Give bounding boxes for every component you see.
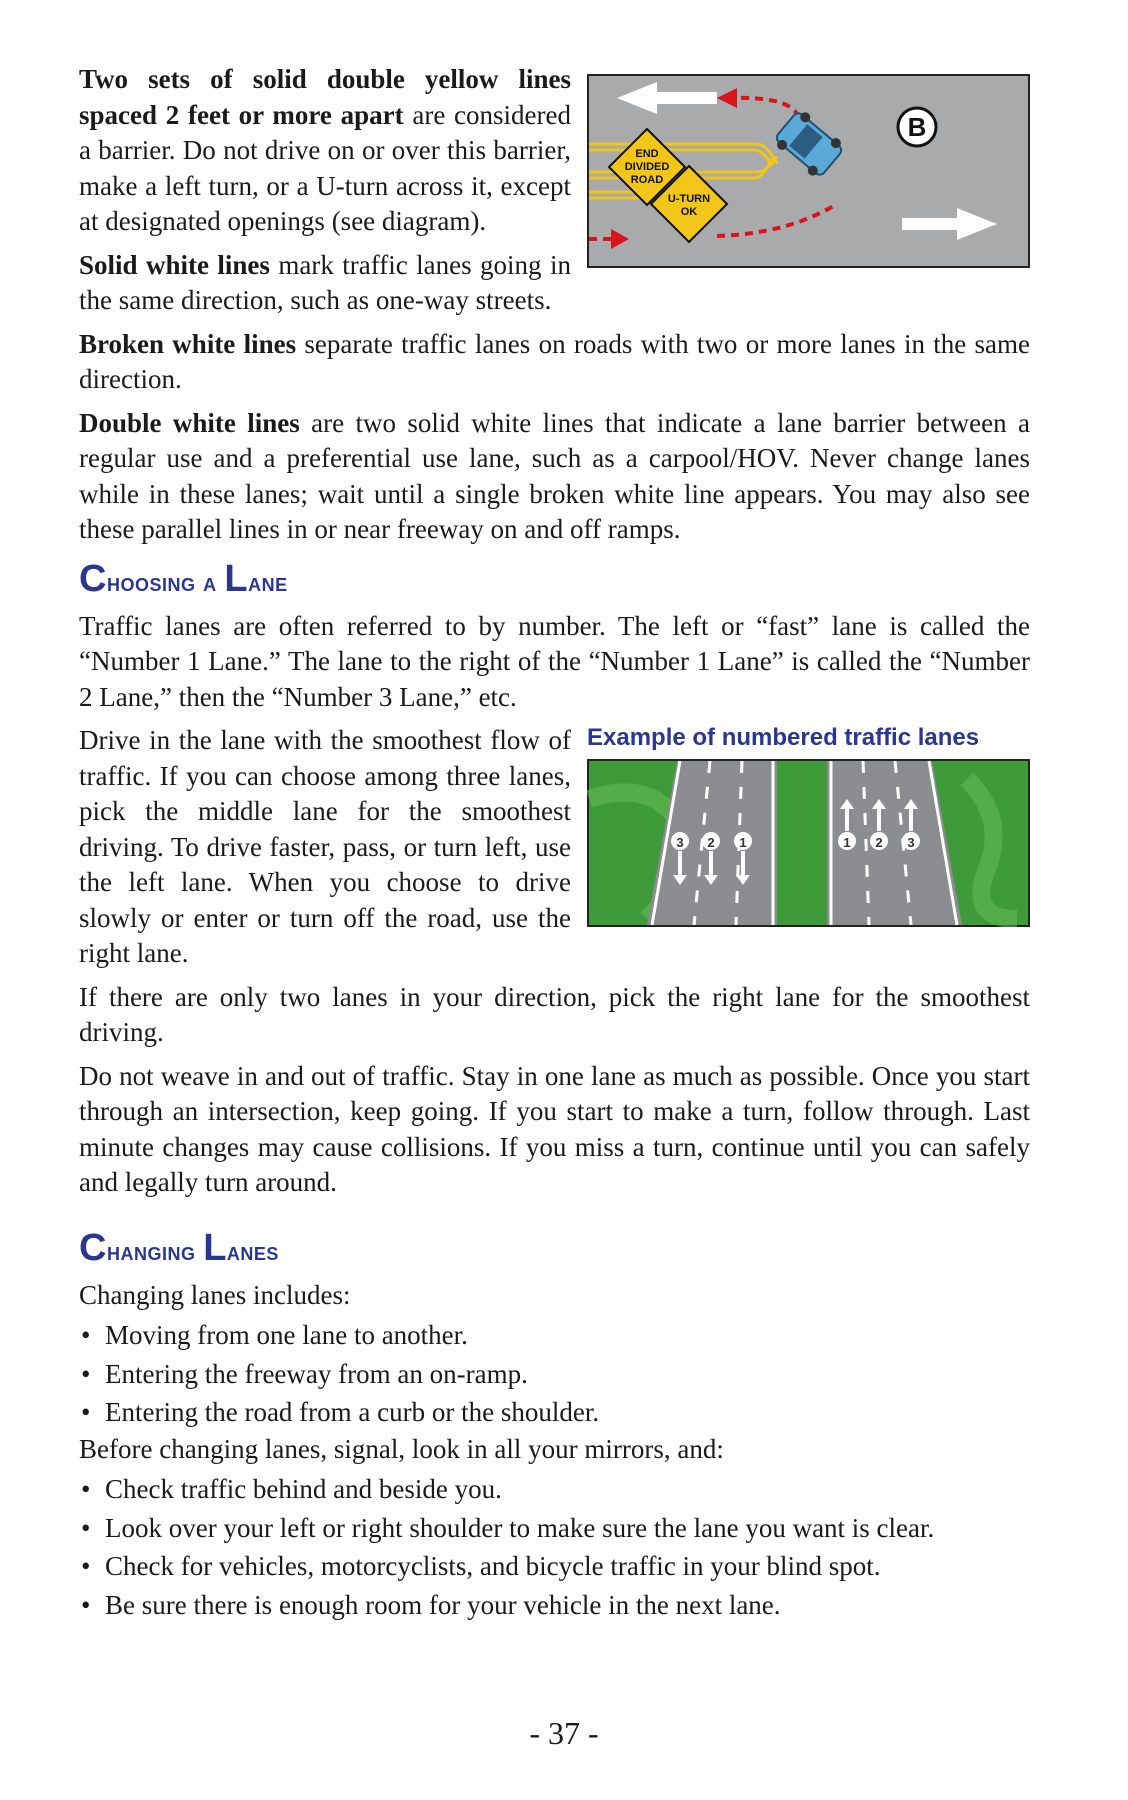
solid-white-text: mark traffic lanes going in the same direction, such as one-way streets. — [79, 249, 571, 315]
page-content — [79, 62, 1030, 1624]
page-number: - 37 - — [529, 1715, 599, 1751]
list-item: • Look over your left or right shoulder to make sure the lane you want is clear. — [79, 1509, 1030, 1548]
changing-list-2 — [79, 1470, 1030, 1624]
list-item: • Check for vehicles, motorcyclists, and bicycle traffic in your blind spot. — [79, 1547, 1030, 1586]
double-white-paragraph — [79, 406, 1030, 548]
barrier-text: are considered a barrier. Do not drive on or over this barrier, make a left turn, or a U-turn across it, except at designated openings (see diagram). — [79, 99, 571, 236]
lanes-figure — [587, 723, 1030, 932]
solid-white-paragraph — [79, 248, 590, 319]
list-item: • Entering the road from a curb or the shoulder. — [79, 1393, 1030, 1432]
lane-left-1: 1 — [739, 835, 747, 850]
badge-b: B — [907, 112, 927, 142]
choosing-p1: Traffic lanes are often referred to by number. The left or “fast” lane is called the “Number 1 Lane.” The lane to the right of the “Number 1 Lane” is called the “Number 2 Lane,” then the “Number 3 Lane,” etc. — [79, 610, 1030, 712]
list-item: • Be sure there is enough room for your vehicle in the next lane. — [79, 1586, 1030, 1625]
barrier-diagram-svg — [587, 74, 1030, 268]
choosing-p2: Drive in the lane with the smoothest flow of traffic. If you can choose among three lanes, pick the middle lane for the smoothest driving. To drive faster, pass, or turn left, use the left lane. When you choose to drive slowly or enter or turn off the road, use the right lane. — [79, 725, 571, 968]
sign1-line1: END — [635, 148, 659, 160]
lane-left-3: 3 — [676, 835, 684, 850]
lane-right-2: 2 — [875, 835, 883, 850]
choosing-p4: Do not weave in and out of traffic. Stay in one lane as much as possible. Once you start through an intersection, keep going. If you start to make a turn, follow through. Last minute changes may cause collisions. If you miss a turn, continue until you can safely and legally turn around. — [79, 1060, 1030, 1197]
lane-right-1: 1 — [843, 835, 851, 850]
sign2-line1: U-TURN — [667, 193, 711, 205]
choosing-lane-heading: Choosing a Lane — [79, 557, 288, 600]
list-item: • Check traffic behind and beside you. — [79, 1470, 1030, 1509]
broken-white-paragraph — [79, 327, 1030, 398]
barrier-bold: Two sets of solid double yellow lines spaced 2 feet or more apart — [79, 64, 571, 130]
sign1-line2: DIVIDED — [624, 161, 670, 173]
sign2-line2: OK — [680, 206, 698, 218]
sign1-line3: ROAD — [630, 174, 664, 186]
double-white-text: are two solid white lines that indicate a lane barrier between a regular use and a preferential use lane, such as a carpool/HOV. Never change lanes while in these lanes; wait until a single broken white line appears. You may also see these parallel lines in or near freeway on and off ramps. — [79, 407, 1030, 544]
changing-intro: Changing lanes includes: — [79, 1279, 351, 1310]
broken-white-bold: Broken white lines — [79, 328, 297, 359]
changing-intro-2: Before changing lanes, signal, look in all your mirrors, and: — [79, 1433, 724, 1464]
lanes-diagram-svg — [587, 759, 1030, 927]
barrier-diagram — [587, 74, 1030, 268]
double-white-bold: Double white lines — [79, 407, 300, 438]
lane-right-3: 3 — [907, 835, 915, 850]
broken-white-text: separate traffic lanes on roads with two or more lanes in the same direction. — [79, 328, 1030, 394]
changing-list-1 — [79, 1316, 1030, 1432]
lanes-figure-caption: Example of numbered traffic lanes — [587, 724, 980, 751]
lane-left-2: 2 — [707, 835, 715, 850]
solid-white-bold: Solid white lines — [79, 249, 270, 280]
list-item: • Entering the freeway from an on-ramp. — [79, 1355, 1030, 1394]
choosing-p3: If there are only two lanes in your direction, pick the right lane for the smoothest driving. — [79, 981, 1030, 1047]
list-item: • Moving from one lane to another. — [79, 1316, 1030, 1355]
changing-lanes-heading: Changing Lanes — [79, 1226, 279, 1269]
